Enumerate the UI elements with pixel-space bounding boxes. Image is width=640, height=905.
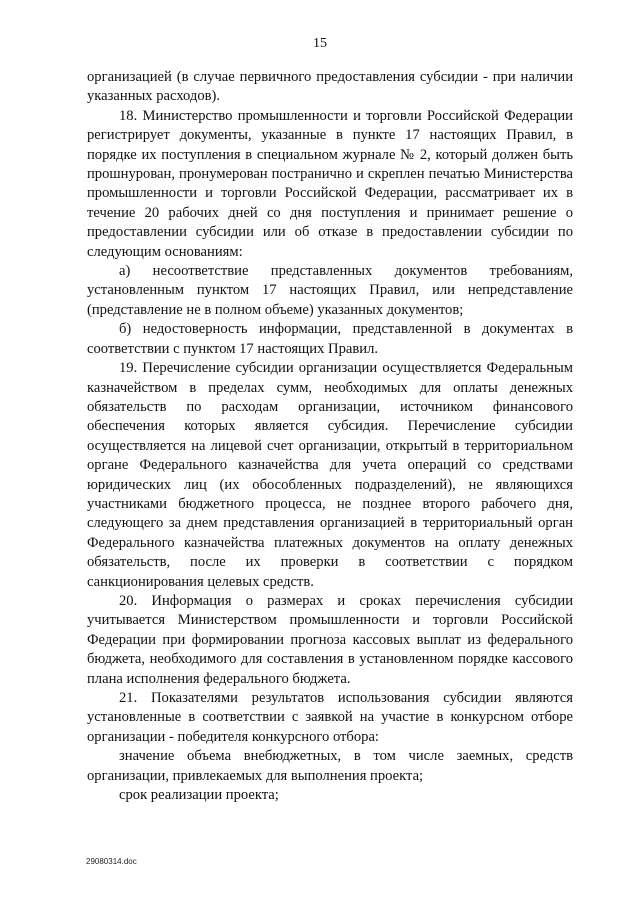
paragraph-item-18-a: а) несоответствие представленных документов требованиям, установленным пунктом 17 настоящих Правил, или непредставление (представление не в полном объеме) указанных документов; <box>87 263 573 318</box>
paragraph-item-21-term: срок реализации проекта; <box>119 787 279 804</box>
page-number: 15 <box>313 36 327 51</box>
paragraph-item-21-volume: значение объема внебюджетных, в том числе заемных, средств организации, привлекаемых для выполнения проекта; <box>87 748 573 784</box>
paragraph-continuation: организацией (в случае первичного предоставления субсидии - при наличии указанных расходов). <box>87 69 573 105</box>
paragraph-item-18-b: б) недостоверность информации, представленной в документах в соответствии с пунктом 17 настоящих Правил. <box>87 321 573 357</box>
footer-doc-code: 29080314.doc <box>86 857 137 866</box>
paragraph-item-18: 18. Министерство промышленности и торговли Российской Федерации регистрирует документы, указанные в пункте 17 настоящих Правил, в порядке их поступления в специальном журнале № 2, который должен быть прошнурован, пронумерован постранично и скреплен печатью Министерства промышленности и торговли Российской Федерации, рассматривает их в течение 20 рабочих дней со дня поступления и принимает решение о предоставлении субсидии или об отказе в предоставлении субсидии по следующим основаниям: <box>87 107 573 260</box>
paragraph-item-19: 19. Перечисление субсидии организации осуществляется Федеральным казначейством в пределах сумм, необходимых для оплаты денежных обязательств по расходам организации, источником финансового обеспечения которых является субсидия. Перечисление субсидии осуществляется на лицевой счет организации, открытый в территориальном органе Федерального казначейства для учета операций со средствами юридических лиц (их обособленных подразделений), не являющихся участниками бюджетного процесса, не позднее второго рабочего дня, следующего за днем представления организацией в территориальный орган Федерального казначейства платежных документов на оплату денежных обязательств, после их проверки в соответствии с порядком санкционирования целевых средств. <box>87 360 573 590</box>
paragraph-item-20: 20. Информация о размерах и сроках перечисления субсидии учитывается Министерством промышленности и торговли Российской Федерации при формировании прогноза кассовых выплат из федерального бюджета, необходимого для составления в установленном порядке кассового плана исполнения федерального бюджета. <box>87 592 573 687</box>
paragraph-item-21: 21. Показателями результатов использования субсидии являются установленные в соответствии с заявкой на участие в конкурсном отборе организации - победителя конкурсного отбора: <box>87 690 573 745</box>
document-body <box>87 68 573 805</box>
